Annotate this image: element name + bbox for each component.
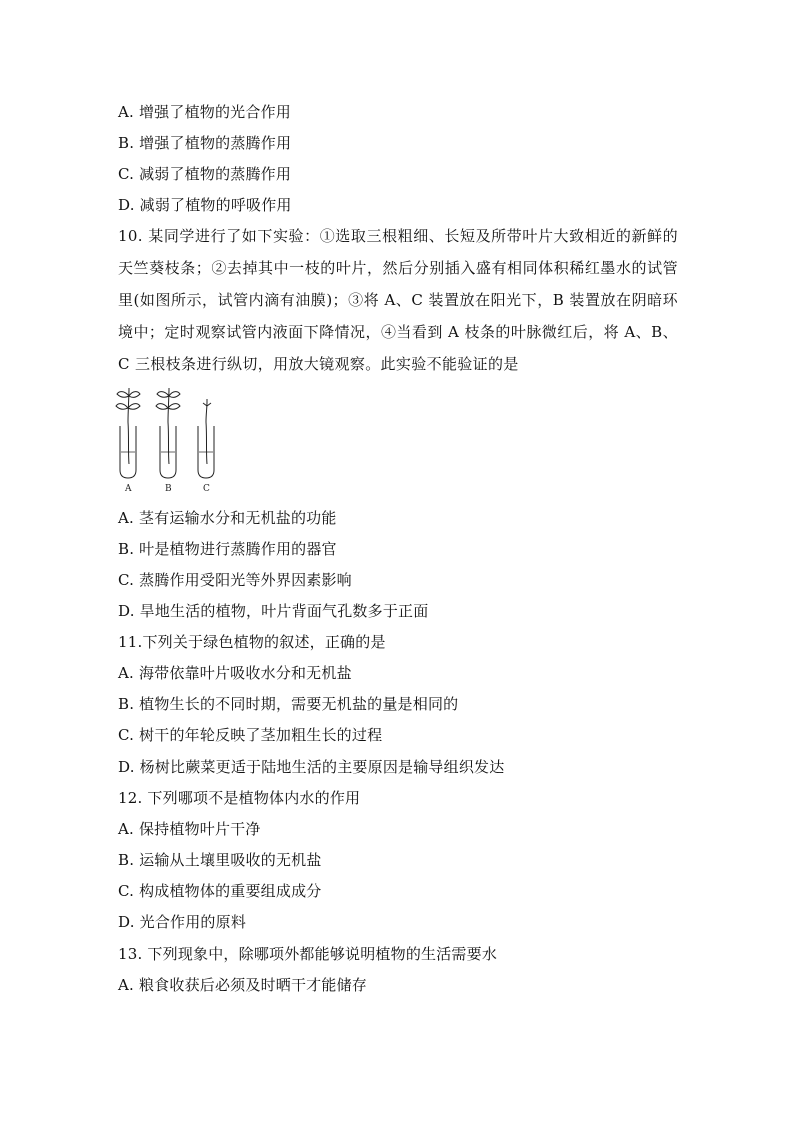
- q9-option-b: B. 增强了植物的蒸腾作用: [118, 134, 292, 152]
- stem-a: [128, 388, 129, 464]
- q10-figure-test-tubes: [112, 382, 228, 494]
- test-tubes-diagram: [112, 382, 228, 494]
- leaf-a3: [116, 404, 128, 410]
- q10-stem: 10. 某同学进行了如下实验：①选取三根粗细、长短及所带叶片大致相近的新鲜的天竺葵枝条；②去掉其中一枝的叶片，然后分别插入盛有相同体积稀红墨水的试管里(如图所示，试管内滴有油膜)；③将 A、C 装置放在阳光下，B 装置放在阴暗环境中；定时观察试管内液面下降情况，④当看到 A 枝条的叶脉微红后，将 A、B、C 三根枝条进行纵切，用放大镜观察。此实验不能验证的是: [118, 227, 678, 373]
- leaf-b3: [156, 404, 168, 410]
- leaf-b2: [169, 392, 180, 398]
- q10-option-b: B. 叶是植物进行蒸腾作用的器官: [118, 540, 337, 558]
- stem-b: [168, 388, 169, 464]
- q10-option-c: C. 蒸腾作用受阳光等外界因素影响: [118, 571, 352, 589]
- q11-stem: 11.下列关于绿色植物的叙述，正确的是: [118, 633, 386, 651]
- q12-option-b: B. 运输从土壤里吸收的无机盐: [118, 851, 322, 869]
- figure-label-b: B: [165, 484, 172, 494]
- q12-option-a: A. 保持植物叶片干净: [118, 820, 261, 838]
- leaf-a4: [128, 404, 140, 410]
- q13-stem: 13. 下列现象中，除哪项外都能够说明植物的生活需要水: [118, 945, 498, 963]
- stem-c: [206, 402, 207, 464]
- q9-option-d: D. 减弱了植物的呼吸作用: [118, 196, 292, 214]
- q11-option-c: C. 树干的年轮反映了茎加粗生长的过程: [118, 726, 383, 744]
- q10-option-d: D. 旱地生活的植物，叶片背面气孔数多于正面: [118, 602, 429, 620]
- leaf-a1: [117, 392, 129, 398]
- q9-option-c: C. 减弱了植物的蒸腾作用: [118, 165, 292, 183]
- q12-option-c: C. 构成植物体的重要组成成分: [118, 882, 322, 900]
- q12-option-d: D. 光合作用的原料: [118, 913, 247, 931]
- figure-label-a: A: [125, 484, 132, 494]
- q9-option-a: A. 增强了植物的光合作用: [118, 103, 291, 121]
- q11-option-d: D. 杨树比蕨菜更适于陆地生活的主要原因是输导组织发达: [118, 758, 505, 776]
- q11-option-a: A. 海带依靠叶片吸收水分和无机盐: [118, 664, 352, 682]
- figure-label-c: C: [203, 484, 210, 494]
- leaf-b1: [157, 392, 169, 398]
- q10-option-a: A. 茎有运输水分和无机盐的功能: [118, 509, 337, 527]
- q12-stem: 12. 下列哪项不是植物体内水的作用: [118, 789, 361, 807]
- q13-option-a: A. 粮食收获后必须及时晒干才能储存: [118, 976, 367, 994]
- q11-option-b: B. 植物生长的不同时期，需要无机盐的量是相同的: [118, 695, 459, 713]
- leaf-a2: [129, 392, 140, 398]
- leaf-b4: [168, 404, 180, 410]
